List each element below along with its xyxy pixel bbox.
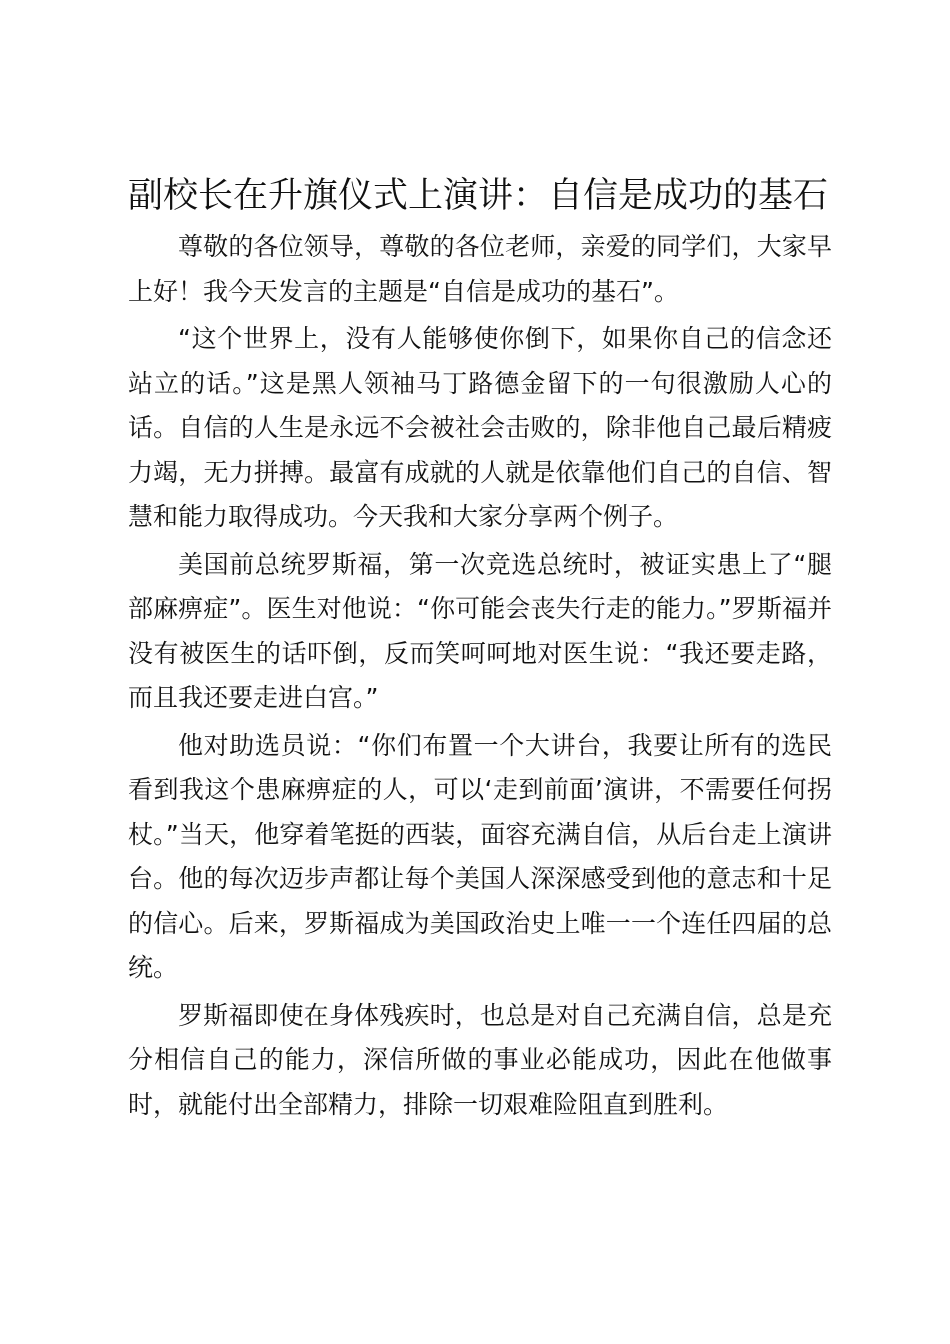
paragraph-roosevelt-speech: 他对助选员说：“你们布置一个大讲台，我要让所有的选民看到我这个患麻痹症的人，可以‘走到前面’演讲，不需要任何拐杖。”当天，他穿着笔挺的西装，面容充满自信，从后台走上演讲台。他的每次迈步声都让每个美国人深深感受到他的意志和十足的信心。后来，罗斯福成为美国政治史上唯一一个连任四届的总统。	[128, 730, 832, 982]
document-body	[128, 225, 832, 1127]
document-title: 副校长在升旗仪式上演讲：自信是成功的基石	[128, 176, 829, 216]
paragraph-greeting: 尊敬的各位领导，尊敬的各位老师，亲爱的同学们，大家早上好！我今天发言的主题是“自信是成功的基石”。	[128, 232, 832, 306]
paragraph-conclusion: 罗斯福即使在身体残疾时，也总是对自己充满自信，总是充分相信自己的能力，深信所做的事业必能成功，因此在他做事时，就能付出全部精力，排除一切艰难险阻直到胜利。	[128, 1000, 832, 1119]
paragraph-roosevelt-illness: 美国前总统罗斯福，第一次竞选总统时，被证实患上了“腿部麻痹症”。医生对他说：“你可能会丧失行走的能力。”罗斯福并没有被医生的话吓倒，反而笑呵呵地对医生说：“我还要走路，而且我还要走进白宫。”	[128, 549, 832, 712]
paragraph-quote: “这个世界上，没有人能够使你倒下，如果你自己的信念还站立的话。”这是黑人领袖马丁路德金留下的一句很激励人心的话。自信的人生是永远不会被社会击败的，除非他自己最后精疲力竭，无力拼搏。最富有成就的人就是依靠他们自己的自信、智慧和能力取得成功。今天我和大家分享两个例子。	[128, 324, 832, 531]
